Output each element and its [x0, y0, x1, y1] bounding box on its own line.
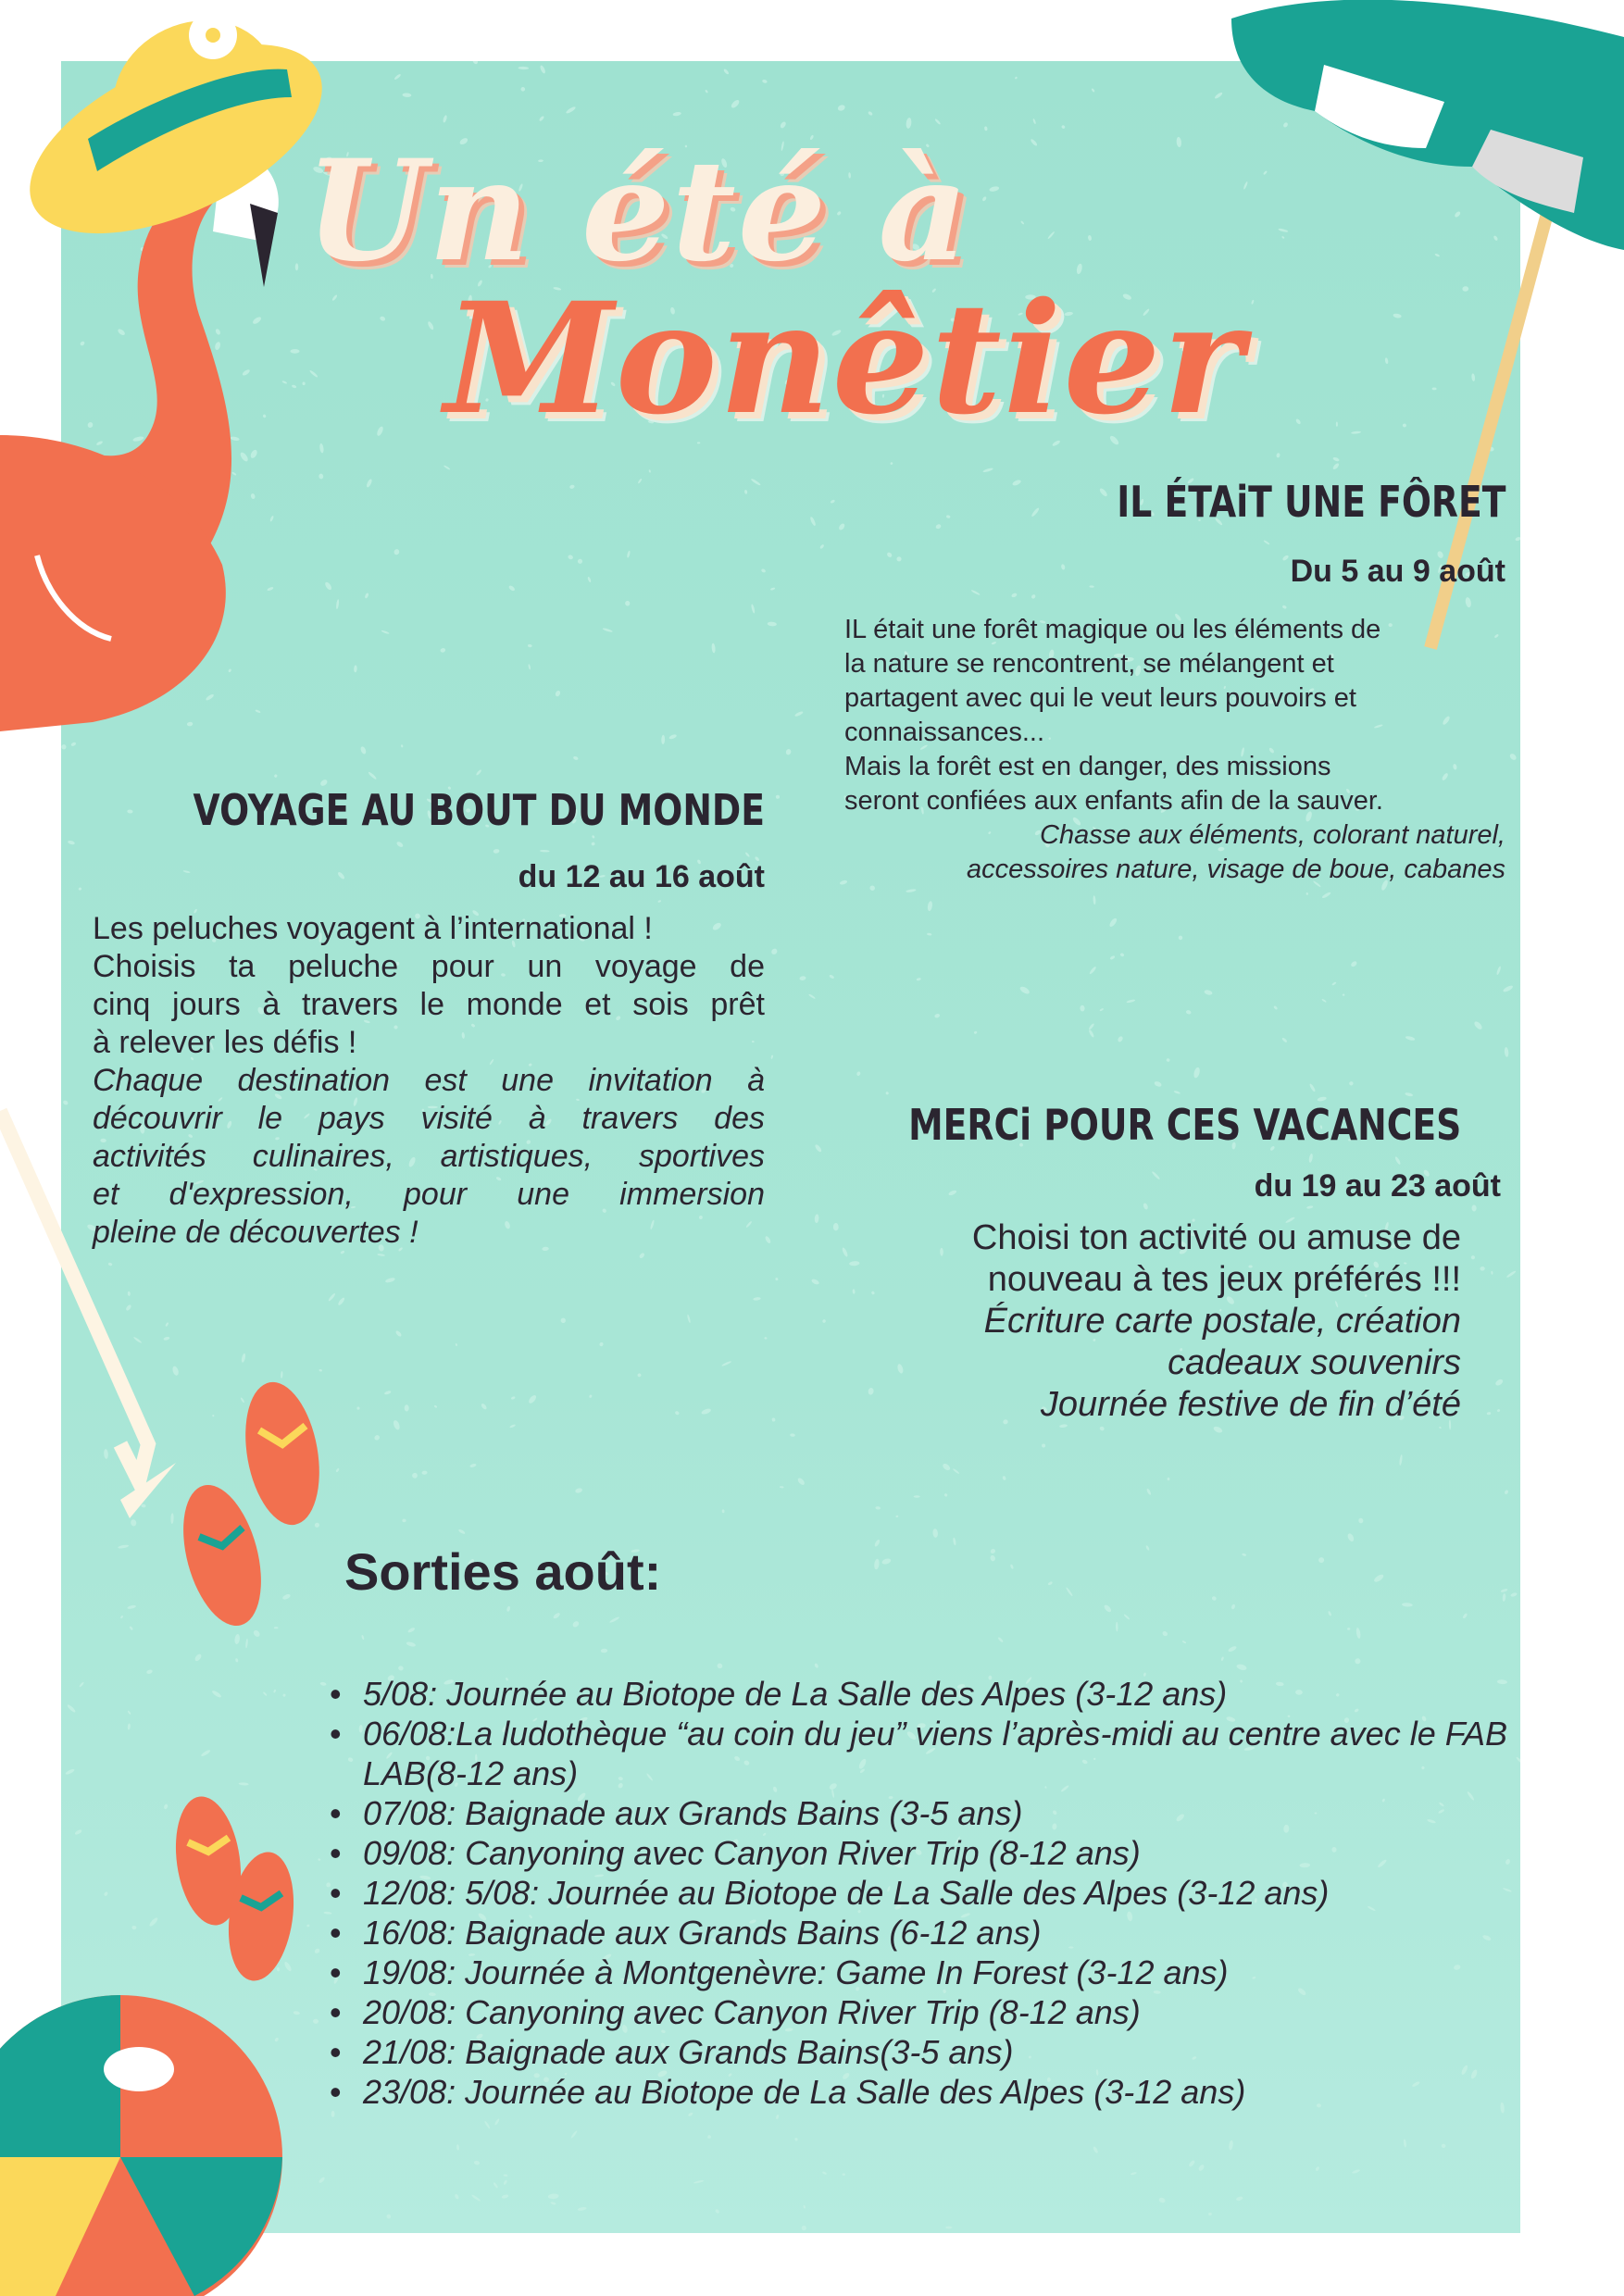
flip-flops-icon	[169, 1377, 330, 1985]
list-item: • 16/08: Baignade aux Grands Bains (6-12 ans)	[359, 1913, 1567, 1953]
beach-umbrella-icon	[1231, 0, 1624, 648]
text-line: à relever les défis !	[93, 1025, 357, 1060]
activity-line: accessoires nature, visage de boue, cabanes	[967, 855, 1505, 884]
text-line: Les peluches voyagent à l’international !	[93, 911, 653, 946]
outings-list	[352, 1674, 1567, 2112]
section-merci-title: MERCi POUR CES VACANCES	[907, 1100, 1461, 1150]
italic-line: et d'expression, pour une immersion	[93, 1177, 765, 1212]
text-line: Choisis ta peluche pour un voyage de	[93, 949, 765, 984]
title-line-1: Un été à	[306, 130, 970, 293]
italic-line: découvrir le pays visité à travers des	[93, 1101, 765, 1136]
text-line: la nature se rencontrent, se mélangent et	[844, 649, 1334, 679]
italic-line: cadeaux souvenirs	[1168, 1343, 1461, 1382]
section-voyage-text	[93, 910, 765, 1252]
section-foret-title: IL ÉTAiT UNE FÔRET	[1116, 477, 1505, 527]
text-line: cinq jours à travers le monde et sois prêt	[93, 987, 765, 1022]
section-foret-date: Du 5 au 9 août	[1290, 554, 1505, 589]
section-voyage-title: VOYAGE AU BOUT DU MONDE	[193, 785, 765, 835]
italic-line: Journée festive de fin d’été	[1040, 1385, 1461, 1424]
list-item: • 09/08: Canyoning avec Canyon River Trip (8-12 ans)	[359, 1833, 1567, 1873]
section-merci-text	[813, 1217, 1461, 1426]
activity-line: Chasse aux éléments, colorant naturel,	[1040, 820, 1505, 850]
text-line: IL était une forêt magique ou les éléments de	[844, 615, 1381, 644]
beach-ball-icon	[0, 1995, 282, 2296]
list-item: • 19/08: Journée à Montgenèvre: Game In Forest (3-12 ans)	[359, 1953, 1567, 1992]
text-line: seront confiées aux enfants afin de la sauver.	[844, 786, 1383, 816]
italic-line: pleine de découvertes !	[93, 1215, 418, 1250]
list-item: • 21/08: Baignade aux Grands Bains(3-5 ans)	[359, 2032, 1567, 2072]
section-foret-text	[844, 613, 1505, 887]
text-line: Choisi ton activité ou amuse de	[971, 1218, 1461, 1257]
italic-line: Écriture carte postale, création	[983, 1302, 1461, 1341]
section-voyage-date: du 12 au 16 août	[518, 859, 765, 894]
italic-line: activités culinaires, artistiques, sportives	[93, 1139, 765, 1174]
section-merci-date: du 19 au 23 août	[1254, 1168, 1501, 1204]
list-item: • 06/08:La ludothèque “au coin du jeu” viens l’après-midi au centre avec le FAB LAB(8-12 ans)	[359, 1714, 1567, 1793]
text-line: nouveau à tes jeux préférés !!!	[987, 1260, 1461, 1299]
list-item: • 23/08: Journée au Biotope de La Salle des Alpes (3-12 ans)	[359, 2072, 1567, 2112]
text-line: partagent avec qui le veut leurs pouvoirs et	[844, 683, 1356, 713]
text-line: Mais la forêt est en danger, des missions	[844, 752, 1331, 781]
text-line: connaissances...	[844, 718, 1045, 747]
list-item: • 07/08: Baignade aux Grands Bains (3-5 ans)	[359, 1793, 1567, 1833]
outings-title: Sorties août:	[344, 1542, 662, 1601]
list-item: • 20/08: Canyoning avec Canyon River Trip (8-12 ans)	[359, 1992, 1567, 2032]
list-item: • 12/08: 5/08: Journée au Biotope de La Salle des Alpes (3-12 ans)	[359, 1873, 1567, 1913]
italic-line: Chaque destination est une invitation à	[93, 1063, 765, 1098]
list-item: • 5/08: Journée au Biotope de La Salle des Alpes (3-12 ans)	[359, 1674, 1567, 1714]
title-line-2: Monêtier	[444, 268, 1245, 448]
